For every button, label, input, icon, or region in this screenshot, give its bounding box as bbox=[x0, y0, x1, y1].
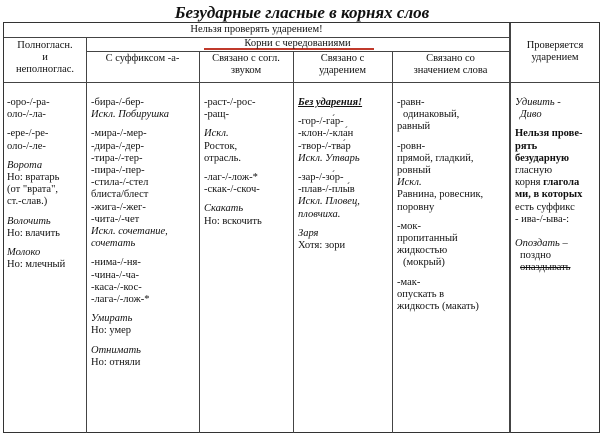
column-divider bbox=[293, 51, 294, 433]
meaning-text: опускать в bbox=[397, 288, 445, 300]
exception: Искл. bbox=[204, 128, 229, 140]
root-pair: -плав-/-плы́в bbox=[298, 184, 355, 196]
example-word: Скакать bbox=[204, 203, 244, 215]
exception: Росток, bbox=[204, 140, 238, 152]
example-exception: Но: умер bbox=[91, 325, 132, 337]
meaning-text: ровный bbox=[397, 165, 431, 177]
exception: пловчиха. bbox=[298, 208, 341, 220]
root-pair: -нима-/-ня- bbox=[91, 257, 141, 269]
root-pair: -бира-/-бер- bbox=[91, 97, 144, 108]
example-wrong: опаздывать bbox=[520, 262, 571, 274]
root-pair: -лага-/-лож-* bbox=[91, 294, 150, 306]
root-pair: -чита-/-чет bbox=[91, 213, 140, 225]
root-pair: -лаг-/-лож-* bbox=[204, 172, 258, 184]
example-exception: Но: млечный bbox=[7, 259, 66, 271]
exception: поровну bbox=[397, 201, 435, 213]
header-cannot-check: Нельзя проверять ударением! bbox=[190, 24, 323, 35]
example-word: Опоздать – bbox=[515, 238, 568, 250]
example-note: (от "врата", bbox=[7, 184, 58, 196]
column-checked bbox=[515, 97, 599, 275]
root-pair: -клон-/-кла́н bbox=[298, 128, 354, 140]
header-checked-by-stress: Проверяется ударением bbox=[526, 40, 584, 64]
exception: отрасль. bbox=[204, 152, 242, 164]
example-note: ст.-слав.) bbox=[7, 196, 48, 208]
page-title: Безударные гласные в корнях слов bbox=[174, 3, 430, 22]
meaning-text: (мокрый) bbox=[403, 257, 445, 269]
root-pair: блиста/блест bbox=[91, 189, 149, 201]
example-word: Волочить bbox=[7, 215, 51, 227]
root-pair: -тира-/-тер- bbox=[91, 152, 143, 164]
example-exception: Но: вратарь bbox=[7, 172, 60, 184]
header-meaning: Связано со значением слова bbox=[413, 53, 488, 77]
root-pair: -твор-/-тва́р bbox=[298, 140, 351, 152]
meaning-text: жидкостью bbox=[397, 245, 448, 257]
rule-text: - ива-/-ыва-: bbox=[515, 213, 570, 225]
root-pair: -мак- bbox=[397, 276, 421, 288]
rule-text: рять bbox=[515, 140, 538, 152]
root-pair: -скак-/-скоч- bbox=[204, 184, 260, 196]
column-divider bbox=[392, 51, 393, 433]
root-pair: оло-/-ле- bbox=[7, 140, 46, 152]
exception: Искл. сочетание, bbox=[91, 226, 168, 238]
exception: Искл. bbox=[397, 177, 422, 189]
meaning-text: пропитанный bbox=[397, 233, 458, 245]
rule-text: корня глагола bbox=[515, 177, 580, 189]
exception: Равнина, ровесник, bbox=[397, 189, 484, 201]
example-exception: Но: влачить bbox=[7, 227, 60, 239]
rule-text: есть суффикс bbox=[515, 201, 575, 213]
header-suffix-a: С суффиксом -а- bbox=[105, 53, 180, 64]
example-word: Отнимать bbox=[91, 344, 141, 356]
meaning-text: равный bbox=[397, 121, 431, 133]
example-exception: Но: отняли bbox=[91, 356, 141, 368]
root-pair: -мок- bbox=[397, 220, 421, 232]
header-consonant: Связано с согл. звуком bbox=[212, 53, 280, 77]
example-check: Диво bbox=[520, 109, 542, 121]
root-pair: -каса-/-кос- bbox=[91, 281, 142, 293]
exception: Искл. Пловец, bbox=[298, 196, 360, 208]
example-word: Заря bbox=[298, 227, 319, 239]
root-pair: -ере-/-ре- bbox=[7, 128, 49, 140]
root-pair: оло-/-ла- bbox=[7, 109, 46, 121]
exception: Искл. Утварь bbox=[298, 152, 360, 164]
column-meaning bbox=[397, 97, 508, 313]
column-stress bbox=[298, 97, 391, 252]
root-pair: -равн- bbox=[397, 97, 425, 108]
row-divider bbox=[4, 82, 599, 83]
rule-text: Нельзя прове- bbox=[515, 128, 583, 140]
root-pair: -жига-/-жег- bbox=[91, 201, 146, 213]
root-pair: -чина-/-ча- bbox=[91, 269, 140, 281]
rules-table bbox=[3, 22, 600, 433]
root-pair: -оро-/-ра- bbox=[7, 97, 50, 108]
rule-text: безударную bbox=[515, 152, 570, 164]
example-word: Молоко bbox=[7, 247, 41, 259]
root-pair: -дира-/-дер- bbox=[91, 140, 145, 152]
column-polnoglasie bbox=[7, 97, 85, 271]
header-stress: Связано с ударением bbox=[318, 53, 367, 77]
header-polnoglasie: Полногласн. и неполноглас. bbox=[15, 40, 75, 76]
example-exception: Хотя: зори bbox=[298, 240, 346, 252]
root-pair: -гор-/-га́р- bbox=[298, 116, 344, 128]
root-pair: -ровн- bbox=[397, 140, 426, 152]
root-pair: -стила-/-стел bbox=[91, 177, 149, 189]
root-pair: -зар-/-зо́р- bbox=[298, 172, 344, 184]
example-exception: Но: вскочить bbox=[204, 215, 262, 227]
exception: Искл. Побирушка bbox=[91, 109, 170, 121]
meaning-text: прямой, гладкий, bbox=[397, 152, 474, 164]
example-check: поздно bbox=[520, 250, 552, 262]
exception: сочетать bbox=[91, 238, 136, 250]
root-pair: -раст-/-рос- bbox=[204, 97, 256, 108]
stress-warning: Без ударения! bbox=[298, 97, 363, 108]
root-pair: -ращ- bbox=[204, 109, 229, 121]
example-word: Умирать bbox=[91, 313, 133, 325]
column-consonant bbox=[204, 97, 292, 228]
example-word: Удивить - bbox=[515, 97, 561, 108]
column-suffix-a bbox=[91, 97, 198, 369]
example-word: Ворота bbox=[7, 159, 43, 171]
rule-text: ми, в которых bbox=[515, 189, 583, 201]
rule-text: гласную bbox=[515, 165, 553, 177]
meaning-text: одинаковый, bbox=[403, 109, 460, 121]
root-pair: -мира-/-мер- bbox=[91, 128, 147, 140]
header-alternating-roots: Корни с чередованиями bbox=[244, 38, 351, 49]
column-divider bbox=[199, 51, 200, 433]
meaning-text: жидкость (макать) bbox=[397, 301, 479, 313]
column-divider bbox=[509, 23, 511, 433]
column-divider bbox=[86, 38, 87, 433]
row-divider bbox=[86, 51, 509, 52]
root-pair: -пира-/-пер- bbox=[91, 165, 145, 177]
